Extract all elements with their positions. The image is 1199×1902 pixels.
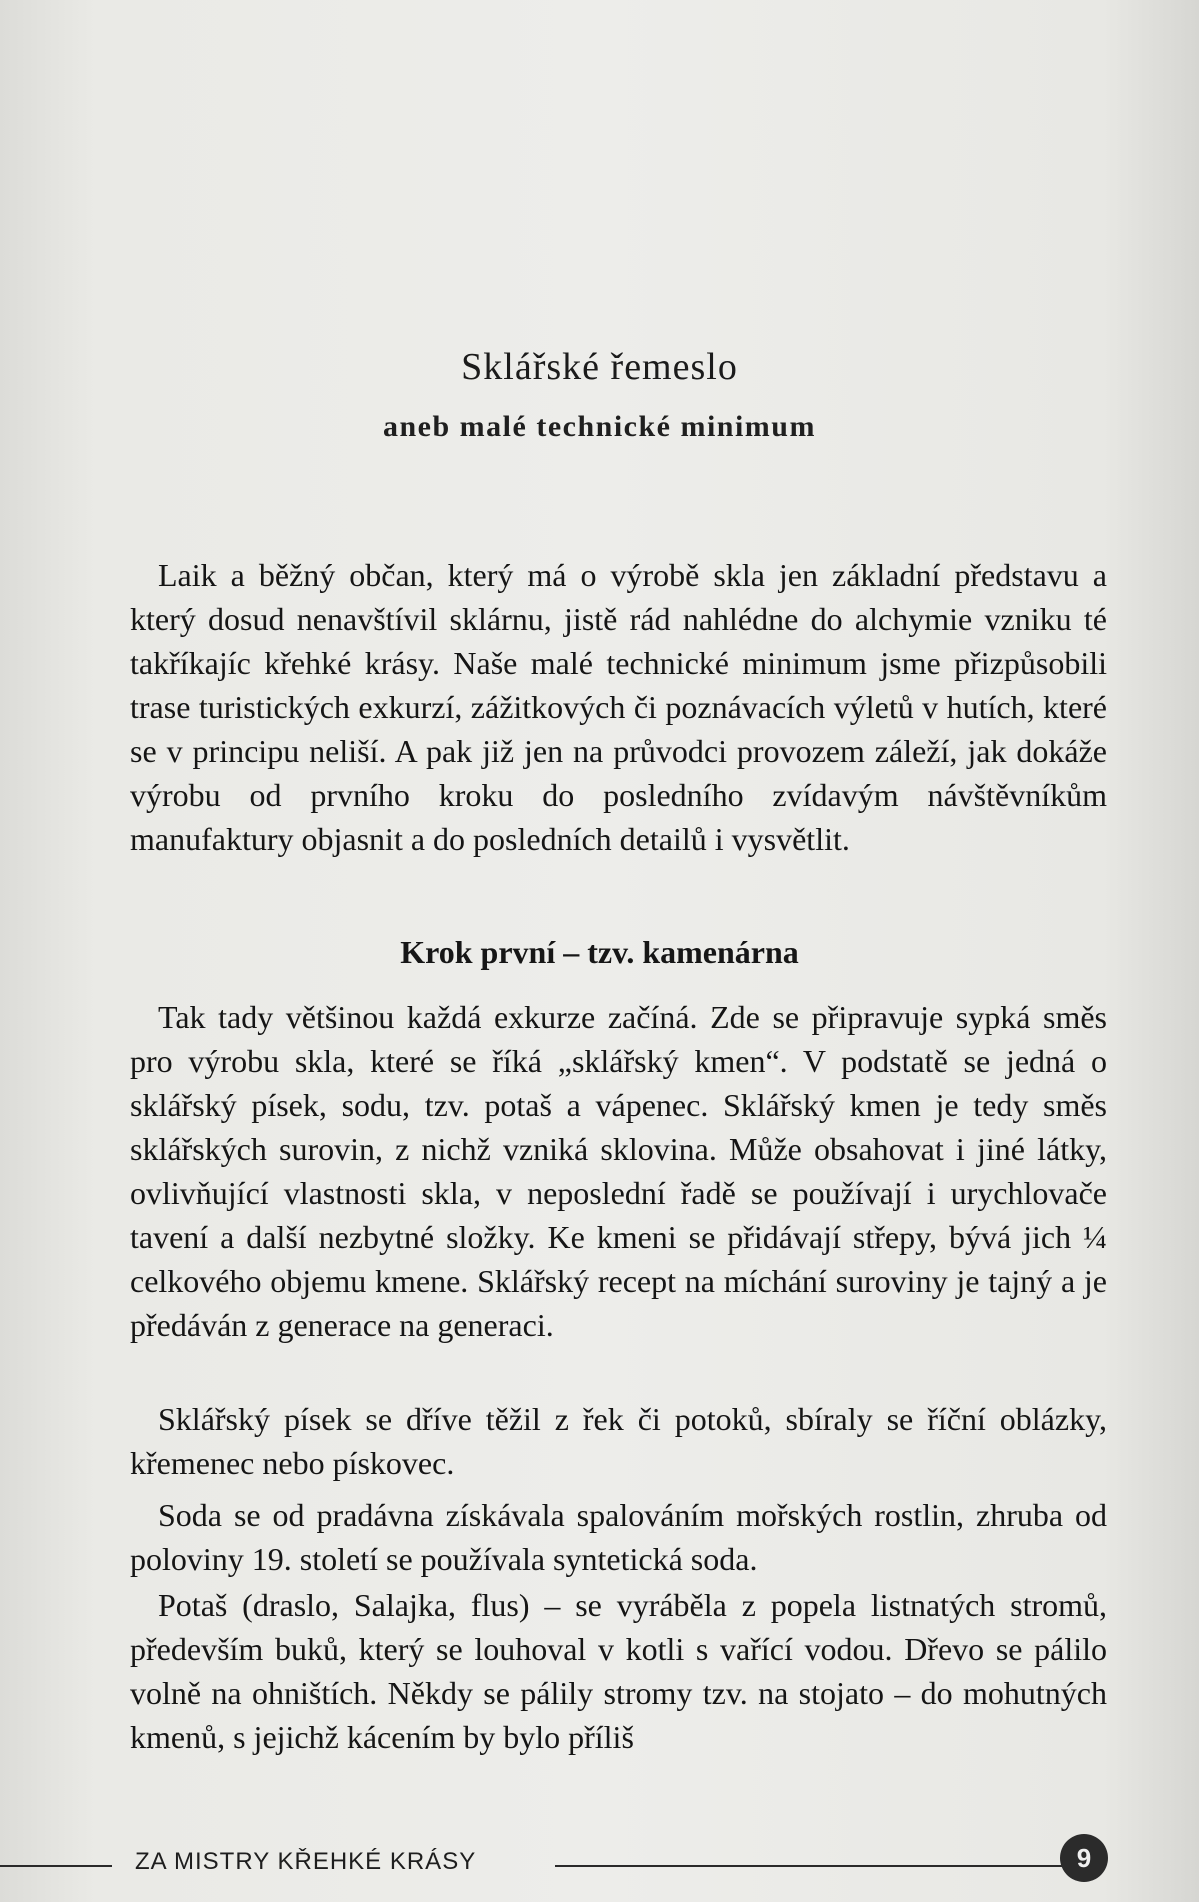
page-number-badge: 9 — [1060, 1834, 1108, 1882]
section-heading: Krok první – tzv. kamenárna — [400, 934, 799, 970]
body-paragraph: Sklářský písek se dříve těžil z řek či potoků, sbíraly se říční oblázky, křemenec nebo pískovec. — [130, 1401, 1107, 1481]
footer-rule-left — [0, 1865, 112, 1867]
body-paragraph: Soda se od pradávna získávala spalováním mořských rostlin, zhruba od poloviny 19. století se používala syntetická soda. — [130, 1497, 1107, 1577]
body-paragraph: Potaš (draslo, Salajka, flus) – se vyráběla z popela listnatých stromů, především buků, který se louhoval v kotli s vařící vodou. Dřevo se pálilo volně na ohništích. Někdy se pálily stromy tzv. na stojato – do mohutných kmenů, s jejichž kácením by bylo příliš — [130, 1587, 1107, 1755]
footer-rule-right — [555, 1865, 1062, 1867]
chapter-title: Sklářské řemeslo — [461, 346, 738, 388]
body-paragraph: Tak tady většinou každá exkurze začíná. Zde se připravuje sypká směs pro výrobu skla, které se říká „sklářský kmen“. V podstatě se jedná o sklářský písek, sodu, tzv. potaš a vápenec. Sklářský kmen je tedy směs sklářských surovin, z nichž vzniká sklovina. Může obsahovat i jiné látky, ovlivňující vlastnosti skla, v neposlední řadě se používají i urychlovače tavení a další nezbytné složky. Ke kmeni se přidávají střepy, bývá jich ¼ celkového objemu kmene. Sklářský recept na míchání suroviny je tajný a je předáván z generace na generaci. — [130, 999, 1107, 1343]
chapter-subtitle: aneb malé technické minimum — [383, 410, 816, 443]
running-title: ZA MISTRY KŘEHKÉ KRÁSY — [135, 1848, 477, 1875]
intro-paragraph: Laik a běžný občan, který má o výrobě skla jen základní představu a který dosud nenavštívil sklárnu, jistě rád nahlédne do alchymie vzniku té takříkajíc křehké krásy. Naše malé technické minimum jsme přizpůsobili trase turistických exkurzí, zážitkových či poznávacích výletů v hutích, které se v principu neliší. A pak již jen na průvodci provozem záleží, jak dokáže výrobu od prvního kroku do posledního zvídavým návštěvníkům manufaktury objasnit a do posledních detailů i vysvětlit. — [130, 557, 1107, 857]
